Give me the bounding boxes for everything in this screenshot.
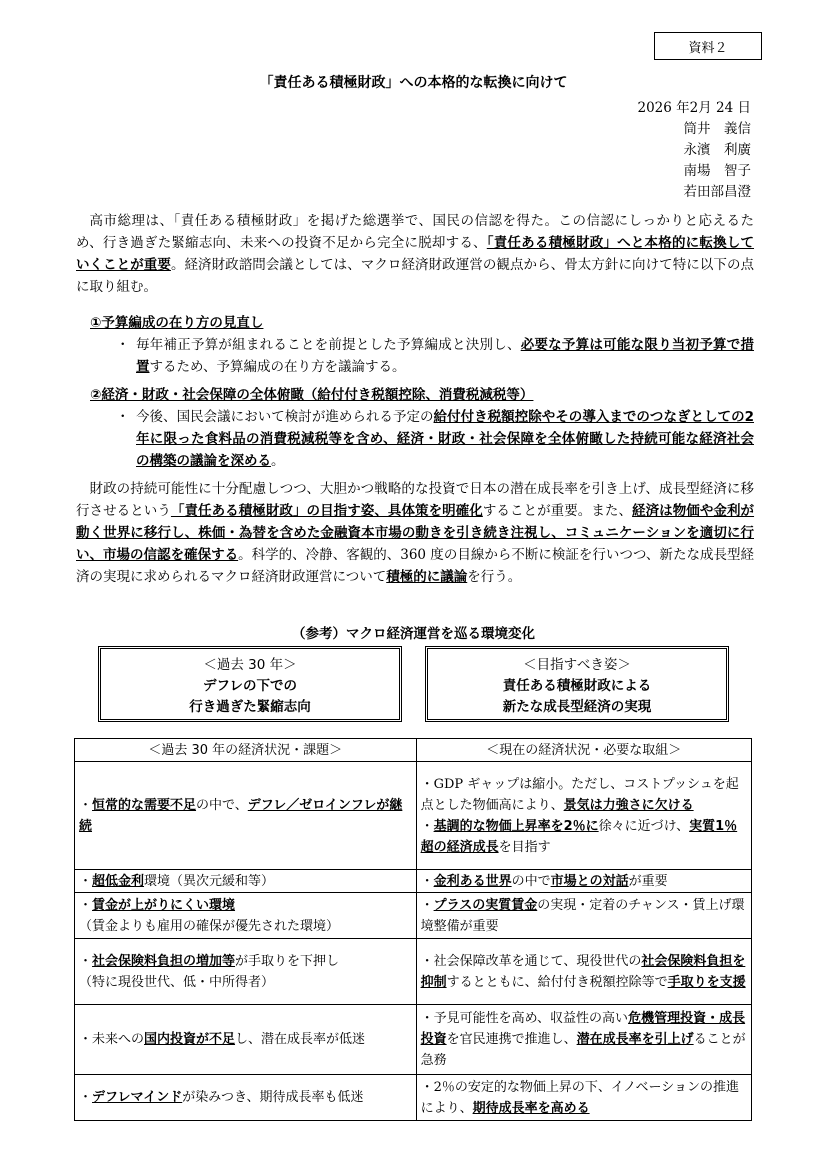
cell-emphasis: 市場との対話 — [550, 873, 629, 889]
section-1-text-b: するため、予算編成の在り方を議論する。 — [149, 359, 406, 375]
section-2-heading: ②経済・財政・社会保障の全体俯瞰（給付付き税額控除、消費税減税等） — [90, 387, 534, 403]
section-2 — [76, 384, 754, 472]
reference-title: （参考）マクロ経済運営を巡る環境変化 — [292, 626, 535, 642]
document-title: 「責任ある積極財政」への本格的な転換に向けて — [259, 75, 568, 91]
section-1-text-a: 毎年補正予算が組まれることを前提とした予算編成と決別し、 — [136, 337, 521, 353]
section-2-text-b: 。 — [271, 453, 285, 469]
author-3: 南場 智子 — [683, 163, 751, 179]
cell-emphasis: デフレ／ゼロインフレが継続 — [79, 797, 403, 834]
intro-emphasis: 「責任ある積極財政」へと本格的に転換していくことが重要 — [76, 235, 755, 273]
table-cell-current: ・金利ある世界の中で市場との対話が重要 — [416, 870, 751, 893]
table-header-left: ＜過去 30 年の経済状況・課題＞ — [75, 739, 417, 762]
cell-emphasis: 社会保険料負担を抑制 — [420, 953, 746, 990]
table-cell-past: ・デフレマインドが染みつき、期待成長率も低迷 — [75, 1075, 417, 1121]
author-1: 筒井 義信 — [683, 121, 751, 137]
table-row — [75, 893, 752, 939]
cell-emphasis: プラスの実質賃金 — [433, 897, 538, 913]
cell-emphasis: 恒常的な需要不足 — [92, 797, 197, 813]
section-2-emphasis: 給付付き税額控除やその導入までのつなぎとしての2年に限った食料品の消費税減税等を含め、経済・財政・社会保障を全体俯瞰した持続可能な経済社会の構築の議論を深める — [136, 409, 754, 469]
closing-text-4: を行う。 — [467, 569, 522, 585]
section-2-text-a: 今後、国民会議において検討が進められる予定の — [136, 409, 434, 425]
cell-emphasis: デフレマインド — [92, 1090, 183, 1105]
section-1-bullet — [76, 334, 754, 378]
closing-text-3: 。科学的、冷静、客観的、360 度の目線から不断に検証を行いつつ、新たな成長型経済の実現に求められるマクロ経済財政運営について — [76, 547, 754, 585]
box-line: デフレの下での — [203, 678, 297, 694]
author-4: 若田部昌澄 — [683, 184, 751, 200]
cell-emphasis: 潜在成長率を引上げ — [576, 1032, 694, 1047]
cell-emphasis: 金利ある世界 — [433, 873, 512, 889]
comparison-table — [74, 738, 752, 1121]
table-cell-past: ・未来への国内投資が不足し、潜在成長率が低迷 — [75, 1005, 417, 1075]
section-1-emphasis: 必要な予算は可能な限り当初予算で措置 — [136, 337, 755, 375]
table-cell-current: ・社会保障改革を通じて、現役世代の社会保険料負担を抑制するとともに、給付付き税額控除等で手取りを支援 — [416, 939, 751, 1005]
table-row — [75, 939, 752, 1005]
table-cell-past: ・超低金利環境（異次元緩和等） — [75, 870, 417, 893]
date-authors-block — [638, 98, 752, 203]
cell-emphasis: 期待成長率を高める — [472, 1100, 590, 1116]
table-cell-past: ・社会保険料負担の増加等が手取りを下押し （特に現役世代、低・中所得者） — [75, 939, 417, 1005]
table-cell-past: ・賃金が上がりにくい環境 （賃金よりも雇用の確保が優先された環境） — [75, 893, 417, 939]
table-header-right: ＜現在の経済状況・必要な取組＞ — [416, 739, 751, 762]
section-1 — [76, 312, 754, 378]
document-date: 2026 年2月 24 日 — [637, 100, 751, 116]
cell-emphasis: 危機管理投資・成長投資 — [420, 1011, 746, 1047]
table-row — [75, 870, 752, 893]
box-label: ＜過去 30 年＞ — [203, 657, 297, 673]
past-30-years-box — [98, 646, 402, 722]
intro-text-1: 高市総理は、「責任ある積極財政」を掲げた総選挙で、国民の信認を得た。この信認にしっかりと応えるため、行き過ぎた緊縮志向、未来への投資不足から完全に脱却する、 — [76, 213, 754, 251]
closing-text-1: 財政の持続可能性に十分配慮しつつ、大胆かつ戦略的な投資で日本の潜在成長率を引き上げ、成長型経済に移行させるという — [76, 481, 754, 519]
table-cell-current: ・プラスの実質賃金の実現・定着のチャンス・賃上げ環境整備が重要 — [416, 893, 751, 939]
intro-text-2: 。経済財政諮問会議としては、マクロ経済財政運営の観点から、骨太方針に向けて特に以下の点に取り組む。 — [76, 257, 755, 295]
section-1-heading: ①予算編成の在り方の見直し — [90, 315, 264, 331]
table-row — [75, 1005, 752, 1075]
closing-emphasis-1: 「責任ある積極財政」の目指す姿、具体策を明確化 — [170, 503, 483, 519]
section-2-bullet — [76, 406, 754, 472]
box-line: 新たな成長型経済の実現 — [502, 699, 652, 715]
cell-emphasis: 実質1％超の経済成長 — [420, 818, 738, 855]
cell-emphasis: 手取りを支援 — [667, 974, 746, 990]
closing-text-2: することが重要。また、 — [482, 503, 633, 519]
box-line: 行き過ぎた緊縮志向 — [189, 699, 311, 715]
box-line: 責任ある積極財政による — [502, 678, 652, 694]
table-cell-current: ・予見可能性を高め、収益性の高い危機管理投資・成長投資を官民連携で推進し、潜在成長率を引上げることが急務 — [416, 1005, 751, 1075]
intro-paragraph — [76, 210, 754, 298]
cell-emphasis: 超低金利 — [92, 873, 145, 889]
author-2: 永濱 利廣 — [683, 142, 751, 158]
cell-emphasis: 基調的な物価上昇率を2％に — [433, 818, 599, 834]
cell-emphasis: 国内投資が不足 — [144, 1032, 236, 1047]
bullet-dot: ・ — [116, 409, 130, 425]
cell-emphasis: 賃金が上がりにくい環境 — [92, 897, 236, 913]
target-vision-box — [425, 646, 729, 722]
closing-emphasis-2: 経済は物価や金利が動く世界に移行し、株価・為替を含めた金融資本市場の動きを引き続き注視し、コミュニケーションを適切に行い、市場の信認を確保する — [76, 503, 755, 563]
cell-emphasis: 社会保険料負担の増加等 — [92, 953, 236, 969]
closing-paragraph — [76, 478, 754, 588]
bullet-dot: ・ — [116, 337, 130, 353]
table-cell-current: ・GDP ギャップは縮小。ただし、コストプッシュを起点とした物価高により、景気は力強さに欠ける ・基調的な物価上昇率を2％に徐々に近づけ、実質1％超の経済成長を目指す — [416, 762, 751, 870]
table-row — [75, 1075, 752, 1121]
table-cell-past: ・恒常的な需要不足の中で、デフレ／ゼロインフレが継続 — [75, 762, 417, 870]
document-badge: 資料２ — [654, 32, 762, 60]
table-cell-current: ・2％の安定的な物価上昇の下、イノベーションの推進により、期待成長率を高める — [416, 1075, 751, 1121]
closing-emphasis-3: 積極的に議論 — [386, 569, 468, 585]
table-row — [75, 762, 752, 870]
box-label: ＜目指すべき姿＞ — [523, 657, 631, 673]
cell-emphasis: 景気は力強さに欠ける — [563, 797, 694, 813]
